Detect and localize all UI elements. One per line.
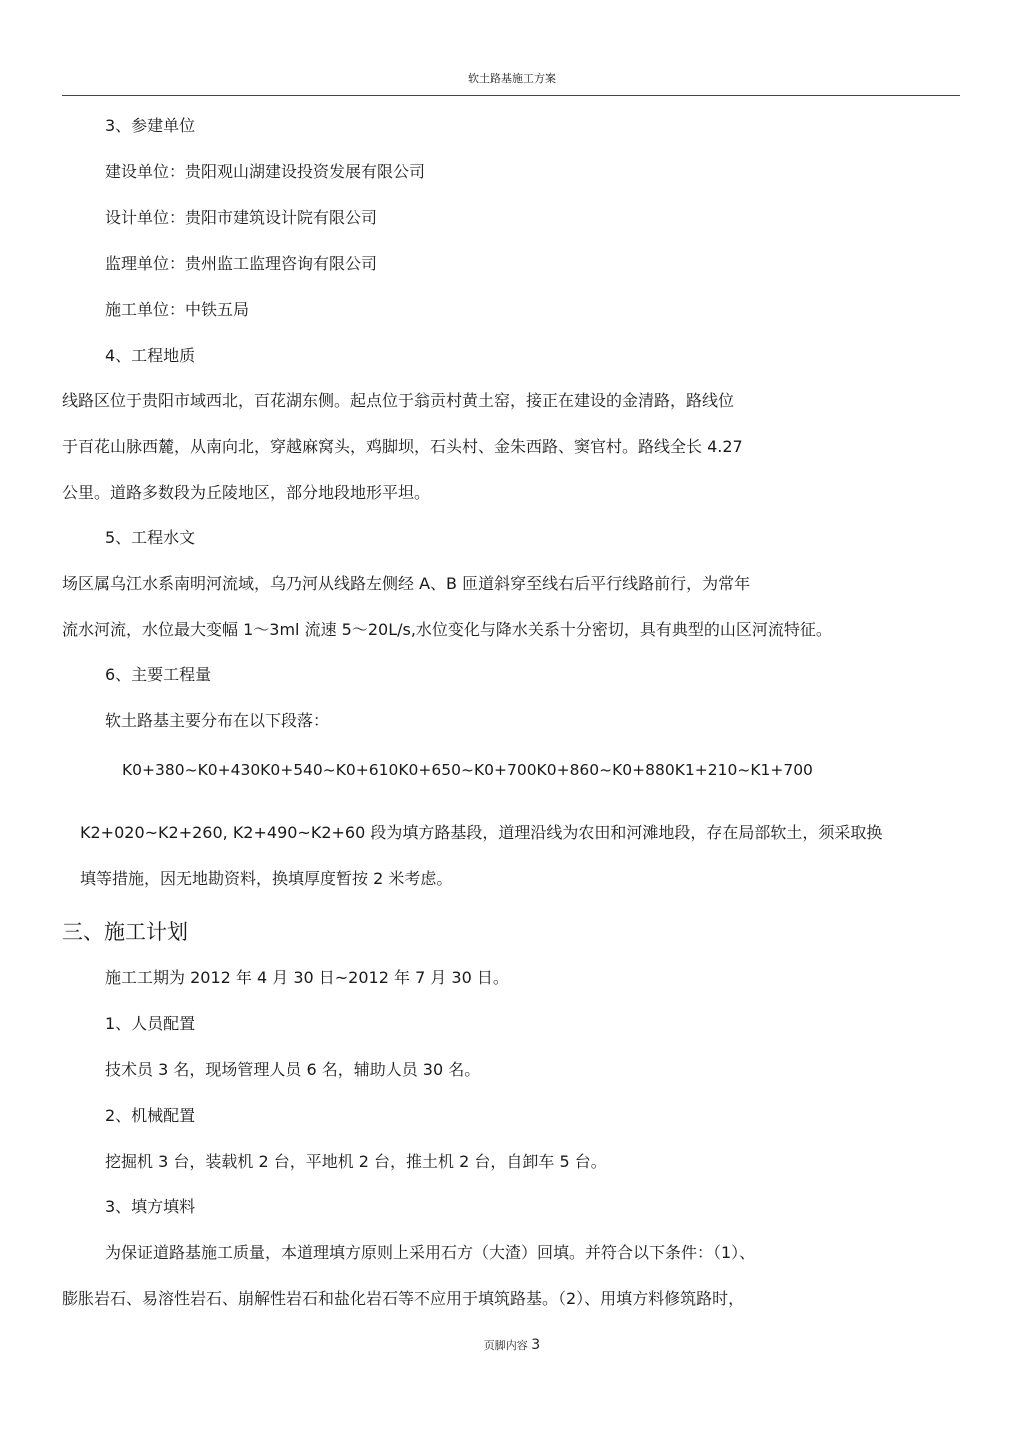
text-construction-unit: 建设单位：贵阳观山湖建设投资发展有限公司 [105,162,426,181]
page-footer [0,1337,1024,1353]
paragraph-geology-2: 于百花山脉西麓，从南向北，穿越麻窝头，鸡脚坝，石头村、金朱西路、窦官村。路线全长 4.27 [62,437,743,456]
heading-quantities: 6、主要工程量 [105,665,212,684]
footer-label: 页脚内容 [483,1339,528,1352]
text-contractor-unit: 施工单位：中铁五局 [105,300,250,319]
section-title-construction-plan: 三、施工计划 [62,920,188,944]
paragraph-fill-sections-2: 填等措施，因无地勘资料，换填厚度暂按 2 米考虑。 [80,869,453,888]
text-section-ranges: K0+380~K0+430K0+540~K0+610K0+650~K0+700K0+860~K0+880K1+210~K1+700 [122,761,813,779]
header-divider [62,95,960,96]
paragraph-geology-3: 公里。道路多数段为丘陵地区，部分地段地形平坦。 [62,483,431,502]
paragraph-hydrology-2: 流水河流，水位最大变幅 1～3ml 流速 5～20L/s,水位变化与降水关系十分密切，具有典型的山区河流特征。 [62,620,832,639]
text-design-unit: 设计单位：贵阳市建筑设计院有限公司 [105,208,378,227]
text-schedule: 施工工期为 2012 年 4 月 30 日~2012 年 7 月 30 日。 [105,968,509,987]
text-machinery: 挖掘机 3 台，装载机 2 台，平地机 2 台，推土机 2 台，自卸车 5 台。 [105,1152,607,1171]
heading-personnel: 1、人员配置 [105,1014,196,1033]
heading-hydrology: 5、工程水文 [105,528,196,547]
paragraph-fill-material-2: 膨胀岩石、易溶性岩石、崩解性岩石和盐化岩石等不应用于填筑路基。（2）、用填方料修筑路时， [62,1289,745,1308]
heading-geology: 4、工程地质 [105,346,196,365]
paragraph-fill-material-1: 为保证道路基施工质量，本道理填方原则上采用石方（大渣）回填。并符合以下条件：（1）、 [105,1243,756,1262]
page-header: 软土路基施工方案 [468,72,556,85]
text-personnel: 技术员 3 名，现场管理人员 6 名，辅助人员 30 名。 [105,1060,481,1079]
paragraph-hydrology-1: 场区属乌江水系南明河流域，乌乃河从线路左侧经 A、B 匝道斜穿至线右后平行线路前行，为常年 [62,574,751,593]
paragraph-fill-sections-1: K2+020~K2+260, K2+490~K2+60 段为填方路基段，道理沿线为农田和河滩地段，存在局部软土，须采取换 [80,823,883,842]
page-number: 3 [531,1337,541,1353]
text-supervision-unit: 监理单位：贵州监工监理咨询有限公司 [105,254,378,273]
heading-machinery: 2、机械配置 [105,1106,196,1125]
heading-participants: 3、参建单位 [105,116,196,135]
text-soft-soil-intro: 软土路基主要分布在以下段落： [105,711,330,730]
paragraph-geology-1: 线路区位于贵阳市域西北，百花湖东侧。起点位于翁贡村黄土窑，接正在建设的金清路，路线位 [62,391,735,410]
heading-fill-material: 3、填方填料 [105,1197,196,1216]
